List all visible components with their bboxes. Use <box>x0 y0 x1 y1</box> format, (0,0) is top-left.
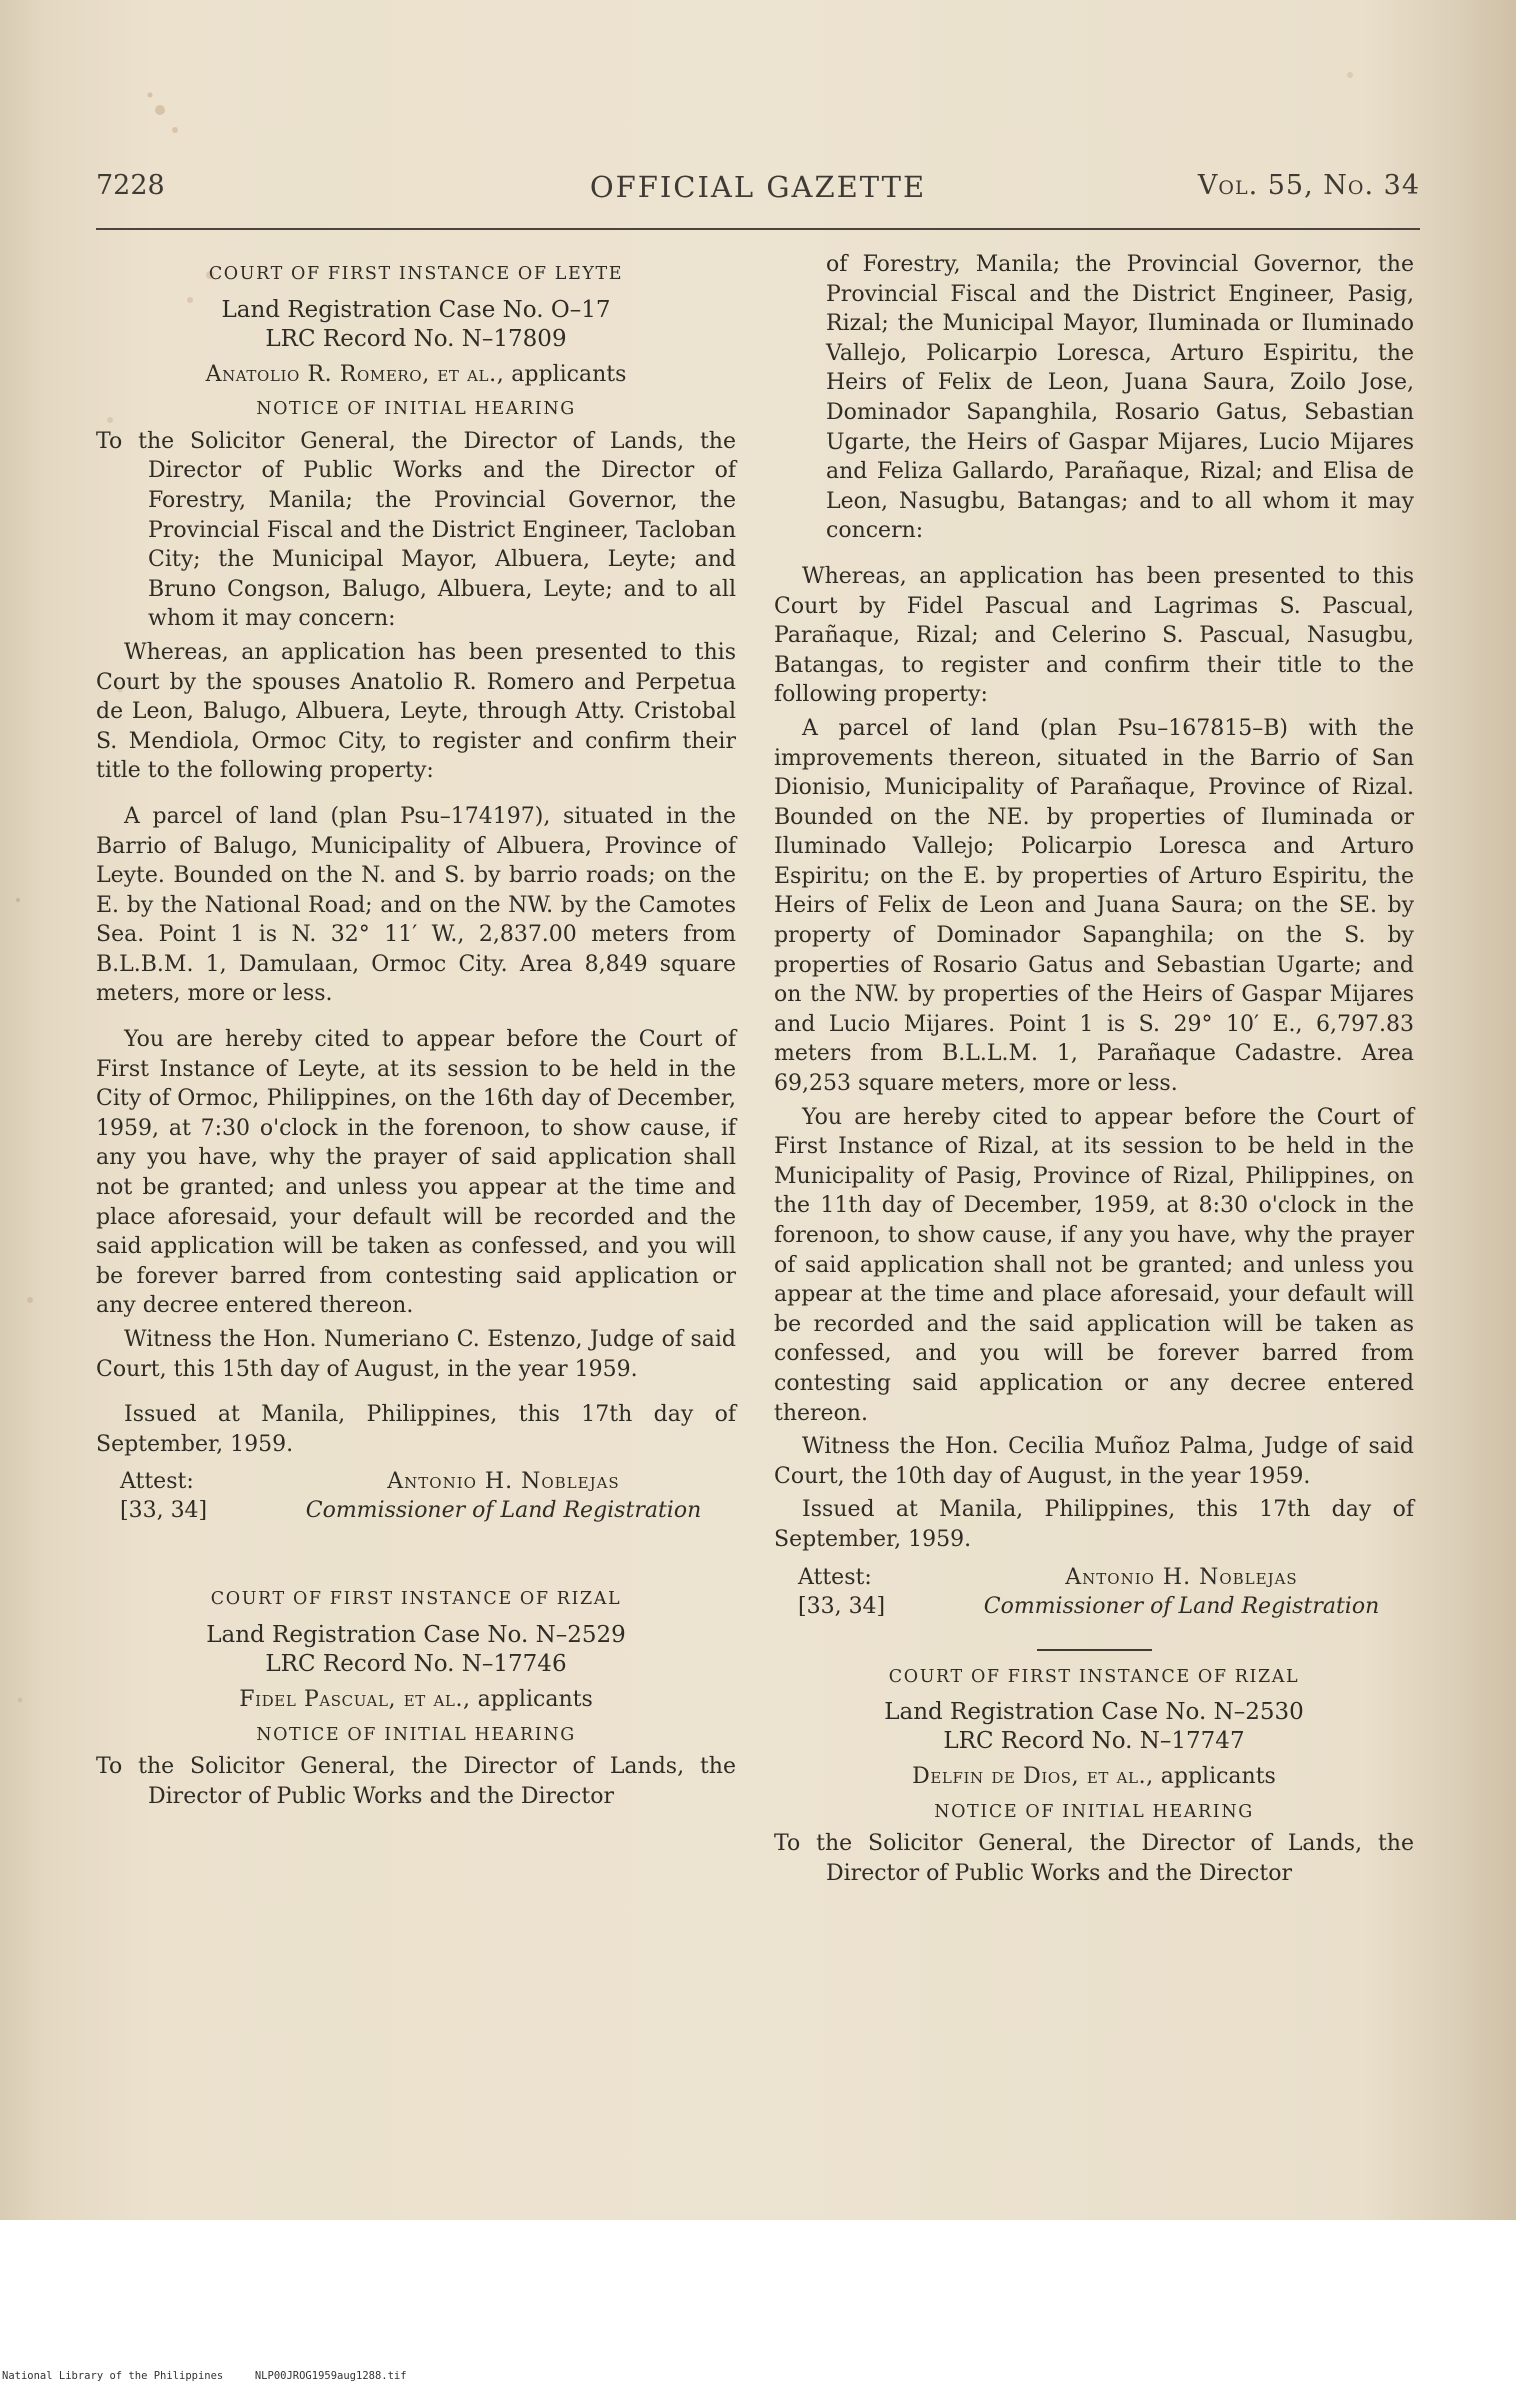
court-heading: COURT OF FIRST INSTANCE OF RIZAL <box>888 1666 1300 1687</box>
page-header <box>96 170 1420 216</box>
citation-paragraph: You are hereby cited to appear before the Court of First Instance of Rizal, at its session to be held in the Municipality of Pasig, Province of Rizal, Philippines, on the 11th day of December, 1959, at 8:30 o'clock in the forenoon, to show cause, if any you have, why the prayer of said application shall not be granted; and unless you appear at the time and place aforesaid, your default will be recorded and the said application will be taken as confessed, and you will be forever barred from contesting said application or any decree entered thereon. <box>774 1104 1414 1426</box>
addressees: To the Solicitor General, the Director of Lands, the Director of Public Works and the Director <box>96 1754 736 1809</box>
notice-heading: NOTICE OF INITIAL HEARING <box>934 1801 1254 1822</box>
applicant-suffix: applicants <box>470 1686 593 1712</box>
notice-heading: NOTICE OF INITIAL HEARING <box>256 1724 576 1745</box>
issue-reference: [33, 34] <box>120 1498 208 1524</box>
record-number: LRC Record No. N–17809 <box>265 325 567 352</box>
right-column <box>774 250 1414 1889</box>
whereas-paragraph: Whereas, an application has been presented to this Court by the spouses Anatolio R. Romero and Perpetua de Leon, Balugo, Albuera, Leyte, through Atty. Cristobal S. Mendiola, Ormoc City, to register and confirm their title to the following property: <box>96 639 736 784</box>
witness-paragraph: Witness the Hon. Cecilia Muñoz Palma, Judge of said Court, the 10th day of August, in the year 1959. <box>774 1434 1414 1489</box>
attestation <box>774 1563 1414 1625</box>
left-column <box>96 250 736 1811</box>
addressees: To the Solicitor General, the Director of Lands, the Director of Public Works and the Director <box>774 1831 1414 1886</box>
signatory-name: Antonio H. Noblejas <box>387 1469 620 1495</box>
issued-paragraph: Issued at Manila, Philippines, this 17th day of September, 1959. <box>96 1402 736 1457</box>
witness-paragraph: Witness the Hon. Numeriano C. Estenzo, Judge of said Court, this 15th day of August, in the year 1959. <box>96 1327 736 1382</box>
addressees: To the Solicitor General, the Director of Lands, the Director of Public Works and the Director of Forestry, Manila; the Provincial Governor, the Provincial Fiscal and the District Engineer, Tacloban City; the Municipal Mayor, Albuera, Leyte; and Bruno Congson, Balugo, Albuera, Leyte; and to all whom it may concern: <box>96 428 736 632</box>
signatory-title: Commissioner of Land Registration <box>305 1498 702 1524</box>
applicant-suffix: applicants <box>1153 1764 1276 1790</box>
applicant-name: Anatolio R. Romero, et al., <box>205 361 505 387</box>
record-number: LRC Record No. N–17747 <box>943 1728 1245 1755</box>
addressees-continuation: of Forestry, Manila; the Provincial Governor, the Provincial Fiscal and the District Engineer, Pasig, Rizal; the Municipal Mayor, Iluminada or Iluminado Vallejo, Policarpio Loresca, Arturo Espiritu, the Heirs of Felix de Leon, Juana Saura, Zoilo Jose, Dominador Sapanghila, Rosario Gatus, Sebastian Ugarte, the Heirs of Gaspar Mijares, Lucio Mijares and Feliza Gallardo, Parañaque, Rizal; and Elisa de Leon, Nasugbu, Batangas; and to all whom it may concern: <box>826 252 1414 544</box>
property-paragraph: A parcel of land (plan Psu–174197), situated in the Barrio of Balugo, Municipality of Albuera, Province of Leyte. Bounded on the N. and S. by barrio roads; on the E. by the National Road; and on the NW. by the Camotes Sea. Point 1 is N. 32° 11′ W., 2,837.00 meters from B.L.B.M. 1, Damulaan, Ormoc City. Area 8,849 square meters, more or less. <box>96 803 736 1007</box>
citation-paragraph: You are hereby cited to appear before the Court of First Instance of Leyte, at its session to be held in the City of Ormoc, Philippines, on the 16th day of December, 1959, at 7:30 o'clock in the forenoon, to show cause, if any you have, why the prayer of said application shall not be granted; and unless you appear at the time and place aforesaid, your default will be recorded and the said application will be taken as confessed, and you will be forever barred from contesting said application or any decree entered thereon. <box>96 1027 736 1319</box>
signatory-title: Commissioner of Land Registration <box>983 1593 1380 1619</box>
volume-info: Vol. 55, No. 34 <box>1197 170 1420 201</box>
scan-footer: National Library of the Philippines NLP00JROG1959aug1288.tif <box>2 2370 407 2382</box>
page-number: 7228 <box>96 170 165 201</box>
header-rule <box>96 228 1420 230</box>
case-number: Land Registration Case No. O–17 <box>221 296 611 323</box>
signatory-name: Antonio H. Noblejas <box>1065 1564 1298 1590</box>
record-number: LRC Record No. N–17746 <box>265 1650 567 1677</box>
court-heading: COURT OF FIRST INSTANCE OF RIZAL <box>210 1589 622 1610</box>
attest-label: Attest: <box>798 1564 872 1590</box>
attestation <box>96 1467 736 1529</box>
whereas-paragraph: Whereas, an application has been presented to this Court by Fidel Pascual and Lagrimas S. Pascual, Parañaque, Rizal; and Celerino S. Pascual, Nasugbu, Batangas, to register and confirm their title to the following property: <box>774 563 1414 708</box>
applicants-line <box>96 360 736 390</box>
case-number: Land Registration Case No. N–2529 <box>206 1621 626 1648</box>
issue-reference: [33, 34] <box>798 1593 886 1619</box>
applicants-line <box>774 1762 1414 1792</box>
gazette-title: OFFICIAL GAZETTE <box>589 170 927 204</box>
case-number: Land Registration Case No. N–2530 <box>884 1699 1304 1726</box>
property-paragraph: A parcel of land (plan Psu–167815–B) with the improvements thereon, situated in the Barrio of San Dionisio, Municipality of Parañaque, Province of Rizal. Bounded on the NE. by properties of Iluminada or Iluminado Vallejo; Policarpio Loresca and Arturo Espiritu; on the E. by properties of Arturo Espiritu, the Heirs of Felix de Leon and Juana Saura; on the SE. by property of Dominador Sapanghila; on the S. by properties of Rosario Gatus and Sebastian Ugarte; and on the NW. by properties of the Heirs of Gaspar Mijares and Lucio Mijares. Point 1 is S. 29° 10′ E., 6,797.83 meters from B.L.L.M. 1, Parañaque Cadastre. Area 69,253 square meters, more or less. <box>774 715 1414 1097</box>
applicant-name: Delfin de Dios, et al., <box>912 1764 1154 1790</box>
court-heading: COURT OF FIRST INSTANCE OF LEYTE <box>208 264 624 284</box>
issued-paragraph: Issued at Manila, Philippines, this 17th day of September, 1959. <box>774 1497 1414 1552</box>
section-divider <box>1037 1649 1152 1651</box>
notice-heading: NOTICE OF INITIAL HEARING <box>256 399 576 420</box>
attest-label: Attest: <box>120 1469 194 1495</box>
applicants-line <box>96 1685 736 1715</box>
applicant-suffix: applicants <box>504 361 627 387</box>
applicant-name: Fidel Pascual, et al., <box>239 1686 471 1712</box>
